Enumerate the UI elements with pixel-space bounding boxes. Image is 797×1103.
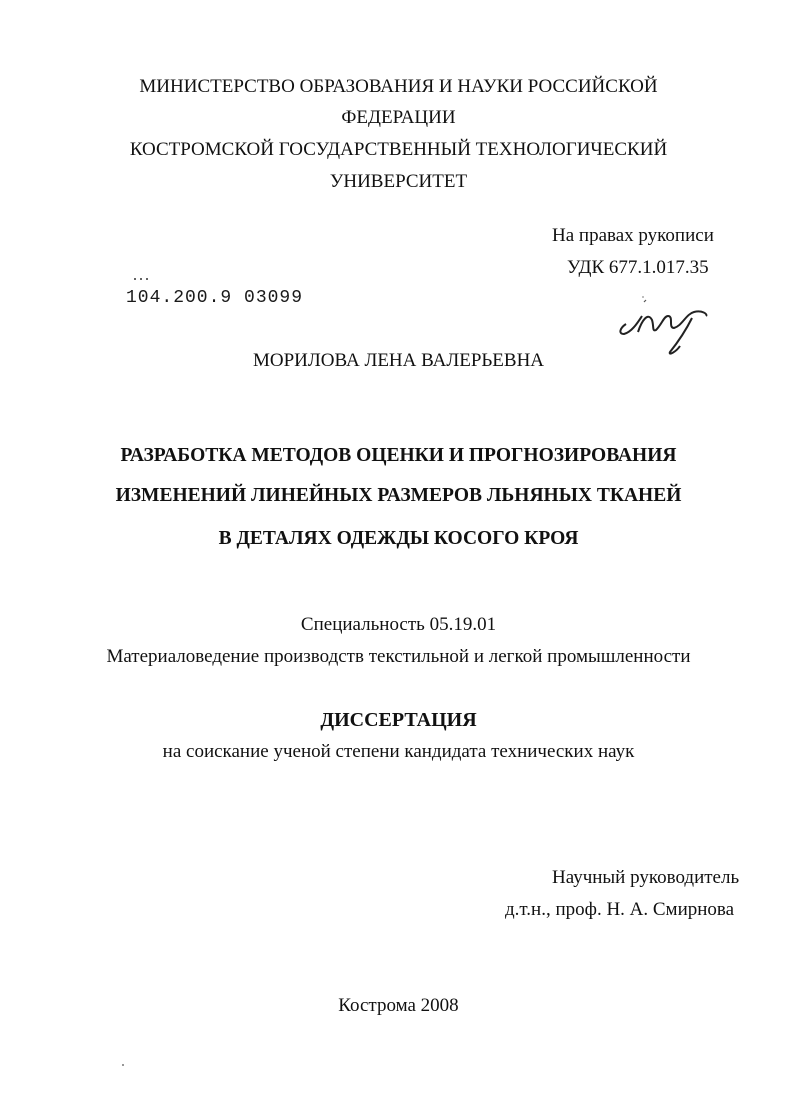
university-line-2: УНИВЕРСИТЕТ (329, 171, 468, 192)
udk-code: УДК 677.1.017.35 (567, 257, 709, 278)
work-type: ДИССЕРТАЦИЯ (320, 709, 477, 731)
title-line-3: В ДЕТАЛЯХ ОДЕЖДЫ КОСОГО КРОЯ (218, 528, 579, 549)
stamp-mark-icon (132, 276, 154, 282)
registration-number: 104.200.9 03099 (126, 288, 304, 308)
title-line-1: РАЗРАБОТКА МЕТОДОВ ОЦЕНКИ И ПРОГНОЗИРОВАНИЯ (120, 445, 677, 466)
university-line-1: КОСТРОМСКОЙ ГОСУДАРСТВЕННЫЙ ТЕХНОЛОГИЧЕСКИЙ (129, 139, 668, 160)
scan-speck (122, 1064, 124, 1066)
specialty-code: Специальность 05.19.01 (300, 614, 497, 635)
ministry-line-2: ФЕДЕРАЦИИ (341, 107, 456, 128)
supervisor-name: д.т.н., проф. Н. А. Смирнова (505, 899, 735, 920)
ministry-line-1: МИНИСТЕРСТВО ОБРАЗОВАНИЯ И НАУКИ РОССИЙСКОЙ (139, 76, 658, 97)
degree-line: на соискание ученой степени кандидата технических наук (162, 741, 635, 762)
city-year: Кострома 2008 (338, 995, 459, 1016)
author-name: МОРИЛОВА ЛЕНА ВАЛЕРЬЕВНА (252, 350, 545, 371)
specialty-name: Материаловедение производств текстильной и легкой промышленности (106, 646, 691, 667)
scan-speck (642, 296, 644, 298)
supervisor-label: Научный руководитель (552, 867, 740, 888)
manuscript-rights-label: На правах рукописи (552, 225, 714, 246)
title-line-2: ИЗМЕНЕНИЙ ЛИНЕЙНЫХ РАЗМЕРОВ ЛЬНЯНЫХ ТКАНЕЙ (115, 485, 682, 506)
